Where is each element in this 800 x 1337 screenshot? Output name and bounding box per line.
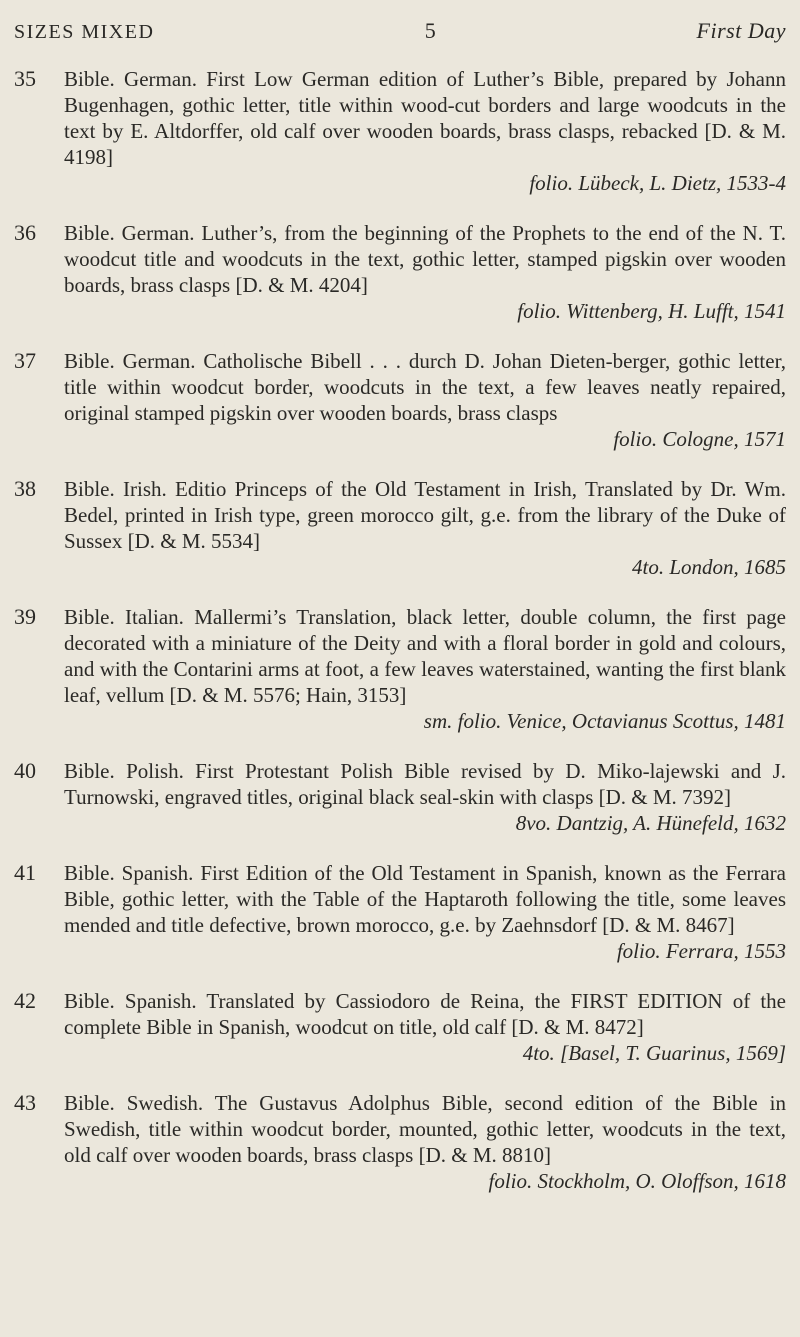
lot-imprint: folio. Cologne, 1571 [613, 427, 786, 451]
lot-imprint: 4to. London, 1685 [631, 555, 786, 579]
lot-list [14, 66, 786, 1194]
lot-number: 35 [14, 66, 36, 91]
lot-entry [14, 1090, 786, 1194]
header-day: First Day [696, 18, 786, 43]
lot-entry [14, 758, 786, 836]
lot-imprint: sm. folio. Venice, Octavianus Scottus, 1481 [423, 709, 786, 733]
lot-number: 39 [14, 604, 36, 629]
lot-number: 42 [14, 988, 36, 1013]
lot-description-block [64, 348, 786, 452]
lot-description-block [64, 66, 786, 196]
lot-number: 36 [14, 220, 36, 245]
lot-imprint: folio. Lübeck, L. Dietz, 1533-4 [529, 171, 786, 195]
lot-entry [14, 66, 786, 196]
lot-entry [14, 220, 786, 324]
lot-number: 37 [14, 348, 36, 373]
lot-number: 43 [14, 1090, 36, 1115]
lot-entry [14, 476, 786, 580]
page-number: 5 [424, 18, 437, 43]
lot-entry [14, 604, 786, 734]
lot-description: Bible. German. Luther’s, from the beginning of the Prophets to the end of the N. T. woodcut title and woodcuts in the text, gothic letter, stamped pigskin over wooden boards, brass clasps [D. & M. 4204] [64, 221, 786, 297]
lot-description-block [64, 604, 786, 734]
lot-imprint: folio. Ferrara, 1553 [616, 939, 786, 963]
lot-description: Bible. Irish. Editio Princeps of the Old Testament in Irish, Translated by Dr. Wm. Bedel, printed in Irish type, green morocco gilt, g.e. from the library of the Duke of Sussex [D. & M. 5534] [64, 477, 786, 553]
lot-description-block [64, 220, 786, 324]
lot-description-block [64, 758, 786, 836]
lot-entry [14, 348, 786, 452]
lot-entry [14, 988, 786, 1066]
lot-number: 41 [14, 860, 36, 885]
lot-number: 40 [14, 758, 36, 783]
lot-imprint: folio. Stockholm, O. Oloffson, 1618 [488, 1169, 786, 1193]
lot-description: Bible. Polish. First Protestant Polish Bible revised by D. Miko-lajewski and J. Turnowski, engraved titles, original black seal-skin with clasps [D. & M. 7392] [64, 759, 786, 809]
lot-description: Bible. German. First Low German edition of Luther’s Bible, prepared by Johann Bugenhagen, gothic letter, title within wood-cut borders and large woodcuts in the text by E. Altdorffer, old calf over wooden boards, brass clasps, rebacked [D. & M. 4198] [64, 67, 786, 169]
lot-entry [14, 860, 786, 964]
header-section: SIZES MIXED [14, 21, 155, 43]
running-header [14, 18, 786, 44]
lot-description: Bible. Swedish. The Gustavus Adolphus Bible, second edition of the Bible in Swedish, title within woodcut border, mounted, gothic letter, woodcuts in the text, old calf over wooden boards, brass clasps [D. & M. 8810] [64, 1091, 786, 1167]
lot-number: 38 [14, 476, 36, 501]
lot-description: Bible. Spanish. First Edition of the Old Testament in Spanish, known as the Ferrara Bible, gothic letter, with the Table of the Haptaroth following the title, some leaves mended and title defective, brown morocco, g.e. by Zaehnsdorf [D. & M. 8467] [64, 861, 786, 937]
lot-description-block [64, 988, 786, 1066]
lot-description: Bible. Spanish. Translated by Cassiodoro de Reina, the FIRST EDITION of the complete Bible in Spanish, woodcut on title, old calf [D. & M. 8472] [64, 989, 786, 1039]
lot-description-block [64, 476, 786, 580]
lot-imprint: folio. Wittenberg, H. Lufft, 1541 [517, 299, 786, 323]
lot-description-block [64, 1090, 786, 1194]
lot-imprint: 8vo. Dantzig, A. Hünefeld, 1632 [515, 811, 786, 835]
lot-description: Bible. Italian. Mallermi’s Translation, black letter, double column, the first page decorated with a miniature of the Deity and with a floral border in gold and colours, and with the Contarini arms at foot, a few leaves waterstained, wanting the first blank leaf, vellum [D. & M. 5576; Hain, 3153] [64, 605, 786, 707]
lot-imprint: 4to. [Basel, T. Guarinus, 1569] [522, 1041, 786, 1065]
lot-description: Bible. German. Catholische Bibell . . . durch D. Johan Dieten-berger, gothic letter, title within woodcut border, woodcuts in the text, a few leaves neatly repaired, original stamped pigskin over wooden boards, brass clasps [64, 349, 786, 425]
lot-description-block [64, 860, 786, 964]
